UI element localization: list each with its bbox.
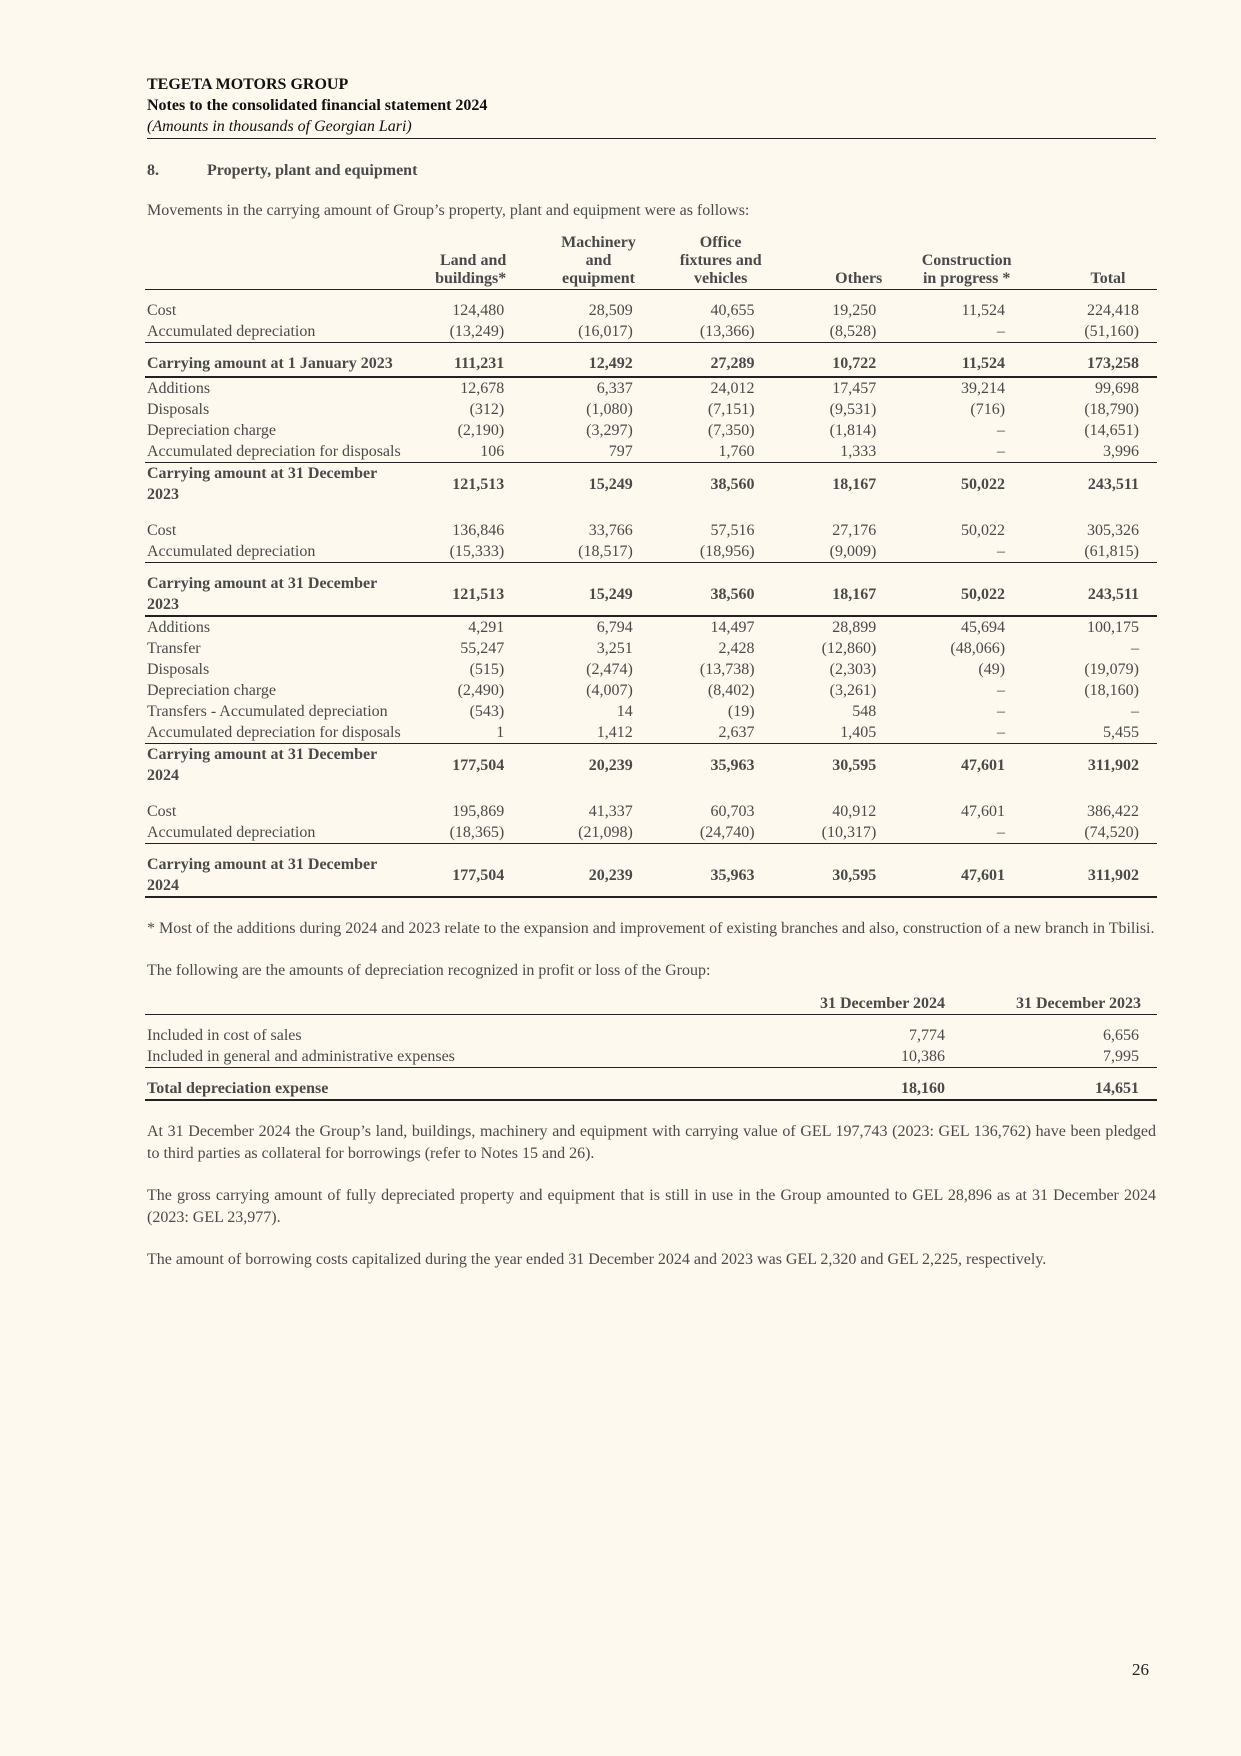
- ppe-cell: (12,860): [821, 640, 877, 657]
- depreciation-total-2023: 14,651: [967, 1068, 1157, 1101]
- ppe-header-row: [145, 234, 1157, 290]
- ppe-cell: 35,963: [653, 844, 775, 898]
- ppe-cell: 35,963: [710, 756, 755, 774]
- pledge-paragraph: At 31 December 2024 the Group’s land, buildings, machinery and equipment with carrying value of GEL 197,743 (2023: GEL 136,762) have been pledged to third parties as collateral for borrowings (refer to Notes 15 and 26).: [147, 1123, 1156, 1162]
- depreciation-intro: The following are the amounts of depreciation recognized in profit or loss of the Group:: [147, 962, 711, 979]
- ppe-cell: 311,902: [1025, 844, 1157, 898]
- depreciation-total-row: [145, 1068, 1157, 1101]
- ppe-subtotal-row: [145, 844, 1157, 898]
- ppe-cell: 6,794: [596, 619, 633, 636]
- ppe-cell: –: [896, 541, 1025, 563]
- spacer-row: [145, 290, 1157, 301]
- ppe-cell: (543): [469, 703, 505, 720]
- ppe-cell: 14,497: [710, 619, 755, 636]
- ppe-cell: 548: [852, 703, 877, 720]
- ppe-cell: (14,651): [1084, 422, 1139, 439]
- depreciation-value-2023: 6,656: [1103, 1027, 1139, 1044]
- depreciation-value-2024: 10,386: [773, 1046, 967, 1068]
- ppe-cell: 17,457: [832, 380, 877, 397]
- ppe-cell: (312): [469, 401, 505, 418]
- column-header-2023: 31 December 2023: [967, 993, 1157, 1015]
- fully-depreciated-paragraph: The gross carrying amount of fully depreciated property and equipment that is still in use in the Group amounted to GEL 28,896 as at 31 December 2024 (2023: GEL 23,977).: [147, 1187, 1156, 1226]
- ppe-row: [145, 659, 1157, 680]
- ppe-cell: 1,760: [653, 441, 775, 463]
- ppe-cell: 12,492: [524, 343, 653, 378]
- ppe-cell: –: [997, 703, 1006, 720]
- ppe-cell: 311,902: [1087, 756, 1139, 774]
- ppe-cell: 24,012: [710, 380, 755, 397]
- ppe-cell: 1: [410, 722, 525, 744]
- ppe-subtotal-row: [145, 463, 1157, 506]
- ppe-subtotal-row: [145, 563, 1157, 617]
- ppe-cell: (9,531): [829, 401, 877, 418]
- depreciation-row-label: Included in cost of sales: [147, 1027, 302, 1044]
- ppe-cell: 10,722: [775, 343, 897, 378]
- ppe-cell: 12,678: [460, 380, 505, 397]
- ppe-row-label: Accumulated depreciation: [145, 321, 410, 343]
- header-divider: [147, 138, 1156, 139]
- depreciation-value-2023: 7,995: [967, 1046, 1157, 1068]
- ppe-cell: 47,601: [896, 844, 1025, 898]
- ppe-cell: (48,066): [950, 640, 1006, 657]
- ppe-cell: (3,297): [586, 422, 633, 439]
- ppe-cell: 11,524: [961, 302, 1006, 319]
- ppe-cell: (10,317): [775, 822, 897, 844]
- ppe-cell: 60,703: [710, 803, 755, 820]
- ppe-cell: (21,098): [524, 822, 653, 844]
- section-heading: [147, 162, 1156, 180]
- ppe-cell: 2,428: [718, 640, 755, 657]
- ppe-cell: 45,694: [961, 619, 1006, 636]
- ppe-cell: (19,079): [1084, 661, 1139, 678]
- depreciation-row: [145, 1025, 1157, 1046]
- ppe-cell: (4,007): [586, 682, 633, 699]
- depreciation-value-2024: 7,774: [909, 1027, 945, 1044]
- ppe-row: [145, 377, 1157, 399]
- ppe-column-header: [410, 234, 525, 290]
- ppe-cell: 6,337: [596, 380, 633, 397]
- ppe-cell: –: [1131, 640, 1139, 657]
- column-header-line: Land and: [439, 252, 507, 269]
- ppe-cell: –: [896, 441, 1025, 463]
- ppe-cell: 3,996: [1025, 441, 1157, 463]
- ppe-cell: (16,017): [524, 321, 653, 343]
- borrowing-costs-paragraph: The amount of borrowing costs capitalized during the year ended 31 December 2024 and 2023 was GEL 2,320 and GEL 2,225, respectively.: [147, 1251, 1047, 1268]
- ppe-cell: 3,251: [596, 640, 633, 657]
- depreciation-header-row: [145, 993, 1157, 1015]
- depreciation-total-label: Total depreciation expense: [145, 1068, 773, 1101]
- ppe-cell: (2,190): [457, 422, 505, 439]
- ppe-subtotal-row: [145, 343, 1157, 378]
- ppe-cell: (13,366): [653, 321, 775, 343]
- ppe-cell: 99,698: [1095, 380, 1139, 397]
- ppe-cell: 57,516: [710, 522, 755, 539]
- ppe-row: [145, 505, 1157, 541]
- column-header-line: Others: [835, 270, 883, 287]
- ppe-row-label: Accumulated depreciation for disposals: [145, 722, 410, 744]
- ppe-row-label: Depreciation charge: [147, 682, 276, 699]
- ppe-row-label: Carrying amount at 31 December 2023: [145, 563, 410, 617]
- ppe-row: [145, 680, 1157, 701]
- ppe-cell: 30,595: [832, 756, 877, 774]
- ppe-row: [145, 300, 1157, 321]
- ppe-cell: 39,214: [961, 380, 1006, 397]
- ppe-cell: (18,160): [1084, 682, 1139, 699]
- ppe-column-header: [524, 234, 653, 290]
- ppe-cell: 2,637: [653, 722, 775, 744]
- ppe-row-label: Cost: [147, 803, 177, 820]
- ppe-row-label: Carrying amount at 31 December 2023: [147, 465, 377, 503]
- ppe-cell: –: [896, 822, 1025, 844]
- ppe-row-label: Disposals: [147, 401, 210, 418]
- ppe-column-header: [775, 234, 897, 290]
- ppe-row-label: Depreciation charge: [147, 422, 276, 439]
- column-header-line: vehicles: [693, 270, 748, 287]
- ppe-cell: 18,167: [775, 563, 897, 617]
- ppe-subtotal-row: [145, 744, 1157, 787]
- ppe-cell: (61,815): [1025, 541, 1157, 563]
- ppe-cell: 173,258: [1025, 343, 1157, 378]
- ppe-column-header: [1025, 234, 1157, 290]
- ppe-row-label: Accumulated depreciation: [145, 822, 410, 844]
- ppe-row: [145, 822, 1157, 844]
- column-header-line: fixtures and: [679, 252, 762, 269]
- ppe-cell: 1,405: [775, 722, 897, 744]
- ppe-cell: 30,595: [775, 844, 897, 898]
- ppe-row-label: Transfer: [147, 640, 201, 657]
- column-header-line: Construction: [921, 252, 1012, 269]
- ppe-cell: (1,080): [586, 401, 633, 418]
- ppe-cell: (7,350): [707, 422, 755, 439]
- ppe-cell: 243,511: [1087, 475, 1139, 493]
- ppe-row-label: Accumulated depreciation: [145, 541, 410, 563]
- spacer-row: [145, 1015, 1157, 1026]
- ppe-row: [145, 420, 1157, 441]
- ppe-cell: 20,239: [524, 844, 653, 898]
- ppe-row: [145, 616, 1157, 638]
- ppe-cell: 28,899: [832, 619, 877, 636]
- ppe-cell: 28,509: [588, 302, 633, 319]
- column-header-line: Total: [1090, 270, 1126, 287]
- ppe-cell: (2,490): [457, 682, 505, 699]
- ppe-cell: (18,790): [1084, 401, 1139, 418]
- ppe-cell: (3,261): [829, 682, 877, 699]
- ppe-cell: 40,655: [710, 302, 755, 319]
- ppe-row-label: Additions: [147, 380, 211, 397]
- column-header-line: and: [585, 252, 612, 269]
- ppe-cell: 38,560: [710, 475, 755, 493]
- ppe-cell: (8,402): [707, 682, 755, 699]
- ppe-cell: (13,249): [410, 321, 525, 343]
- ppe-cell: 50,022: [961, 475, 1006, 493]
- ppe-cell: 305,326: [1087, 522, 1139, 539]
- ppe-cell: (19): [727, 703, 755, 720]
- company-name: TEGETA MOTORS GROUP: [147, 76, 349, 93]
- ppe-row-label: Transfers - Accumulated depreciation: [147, 703, 388, 720]
- document-subtitle: Notes to the consolidated financial statement 2024: [147, 97, 488, 114]
- ppe-cell: 47,601: [961, 756, 1006, 774]
- section-number: 8.: [147, 162, 159, 179]
- ppe-cell: 106: [410, 441, 525, 463]
- ppe-cell: 20,239: [588, 756, 633, 774]
- ppe-cell: (8,528): [775, 321, 897, 343]
- column-header-2024: 31 December 2024: [773, 993, 967, 1015]
- ppe-movement-table: [145, 234, 1157, 898]
- ppe-cell: –: [896, 722, 1025, 744]
- ppe-cell: 40,912: [832, 803, 877, 820]
- ppe-cell: (18,956): [653, 541, 775, 563]
- ppe-cell: 27,176: [832, 522, 877, 539]
- column-header-line: buildings*: [435, 270, 507, 287]
- ppe-cell: (49): [978, 661, 1006, 678]
- ppe-cell: (24,740): [653, 822, 775, 844]
- ppe-cell: 27,289: [653, 343, 775, 378]
- amounts-note: (Amounts in thousands of Georgian Lari): [147, 118, 412, 135]
- ppe-cell: 38,560: [653, 563, 775, 617]
- ppe-cell: (2,303): [829, 661, 877, 678]
- ppe-cell: 18,167: [832, 475, 877, 493]
- ppe-row-label: Cost: [147, 302, 177, 319]
- column-header-line: equipment: [562, 270, 635, 287]
- ppe-row: [145, 722, 1157, 744]
- ppe-cell: 797: [524, 441, 653, 463]
- ppe-cell: (18,365): [410, 822, 525, 844]
- ppe-cell: 5,455: [1025, 722, 1157, 744]
- ppe-cell: –: [1131, 703, 1139, 720]
- page-number: 26: [1132, 1660, 1149, 1679]
- ppe-row-label: Carrying amount at 31 December 2024: [145, 844, 410, 898]
- depreciation-total-2024: 18,160: [773, 1068, 967, 1101]
- column-header-line: in progress *: [922, 270, 1011, 287]
- ppe-cell: (15,333): [410, 541, 525, 563]
- ppe-cell: (18,517): [524, 541, 653, 563]
- section-intro: Movements in the carrying amount of Group’s property, plant and equipment were as follows:: [147, 202, 750, 219]
- ppe-cell: 47,601: [961, 803, 1006, 820]
- ppe-row: [145, 786, 1157, 822]
- ppe-row: [145, 399, 1157, 420]
- ppe-row-label: Cost: [147, 522, 177, 539]
- ppe-row-label: Disposals: [147, 661, 210, 678]
- ppe-cell: 15,249: [588, 475, 633, 493]
- ppe-cell: 111,231: [410, 343, 525, 378]
- ppe-cell: (7,151): [707, 401, 755, 418]
- depreciation-table: [145, 993, 1157, 1101]
- ppe-cell: –: [997, 682, 1006, 699]
- ppe-cell: (13,738): [699, 661, 755, 678]
- ppe-cell: (51,160): [1025, 321, 1157, 343]
- ppe-row: [145, 321, 1157, 343]
- ppe-cell: (9,009): [775, 541, 897, 563]
- ppe-cell: 121,513: [452, 475, 505, 493]
- label-column-header: [145, 234, 410, 290]
- ppe-cell: (716): [970, 401, 1006, 418]
- depreciation-row: [145, 1046, 1157, 1068]
- ppe-cell: (74,520): [1025, 822, 1157, 844]
- ppe-cell: 177,504: [452, 756, 505, 774]
- ppe-row-label: Accumulated depreciation for disposals: [145, 441, 410, 463]
- ppe-cell: 33,766: [588, 522, 633, 539]
- ppe-cell: 14: [616, 703, 633, 720]
- column-header-line: Office: [699, 234, 742, 251]
- ppe-column-header: [653, 234, 775, 290]
- ppe-row: [145, 541, 1157, 563]
- ppe-cell: (2,474): [586, 661, 633, 678]
- depreciation-label-header: [145, 993, 773, 1015]
- ppe-cell: 4,291: [468, 619, 505, 636]
- ppe-cell: 1,412: [524, 722, 653, 744]
- ppe-cell: 195,869: [452, 803, 505, 820]
- depreciation-row-label: Included in general and administrative expenses: [145, 1046, 773, 1068]
- ppe-cell: (515): [469, 661, 505, 678]
- ppe-cell: 50,022: [896, 563, 1025, 617]
- ppe-row-label: Carrying amount at 31 December 2024: [147, 746, 377, 784]
- ppe-cell: 15,249: [524, 563, 653, 617]
- ppe-cell: 121,513: [410, 563, 525, 617]
- ppe-cell: 177,504: [410, 844, 525, 898]
- column-header-line: Machinery: [561, 234, 636, 251]
- ppe-cell: 386,422: [1087, 803, 1139, 820]
- ppe-row: [145, 638, 1157, 659]
- ppe-footnote: * Most of the additions during 2024 and 2023 relate to the expansion and improvement of existing branches and also, construction of a new branch in Tbilisi.: [147, 920, 1155, 937]
- ppe-cell: (1,814): [829, 422, 877, 439]
- ppe-cell: –: [896, 321, 1025, 343]
- ppe-cell: 55,247: [460, 640, 505, 657]
- ppe-row-label: Additions: [147, 619, 211, 636]
- ppe-cell: 50,022: [961, 522, 1006, 539]
- ppe-cell: 136,846: [452, 522, 505, 539]
- ppe-row: [145, 701, 1157, 722]
- document-header: [147, 74, 1156, 137]
- ppe-cell: 11,524: [896, 343, 1025, 378]
- ppe-cell: 243,511: [1025, 563, 1157, 617]
- ppe-row: [145, 441, 1157, 463]
- ppe-row-label: Carrying amount at 1 January 2023: [145, 343, 410, 378]
- ppe-cell: 41,337: [588, 803, 633, 820]
- ppe-cell: 100,175: [1087, 619, 1139, 636]
- ppe-cell: 224,418: [1087, 302, 1139, 319]
- ppe-cell: 19,250: [832, 302, 877, 319]
- ppe-cell: 124,480: [452, 302, 505, 319]
- ppe-cell: –: [997, 422, 1006, 439]
- section-title: Property, plant and equipment: [207, 162, 418, 179]
- page-content: [147, 74, 1156, 1271]
- ppe-column-header: [896, 234, 1025, 290]
- ppe-cell: 1,333: [775, 441, 897, 463]
